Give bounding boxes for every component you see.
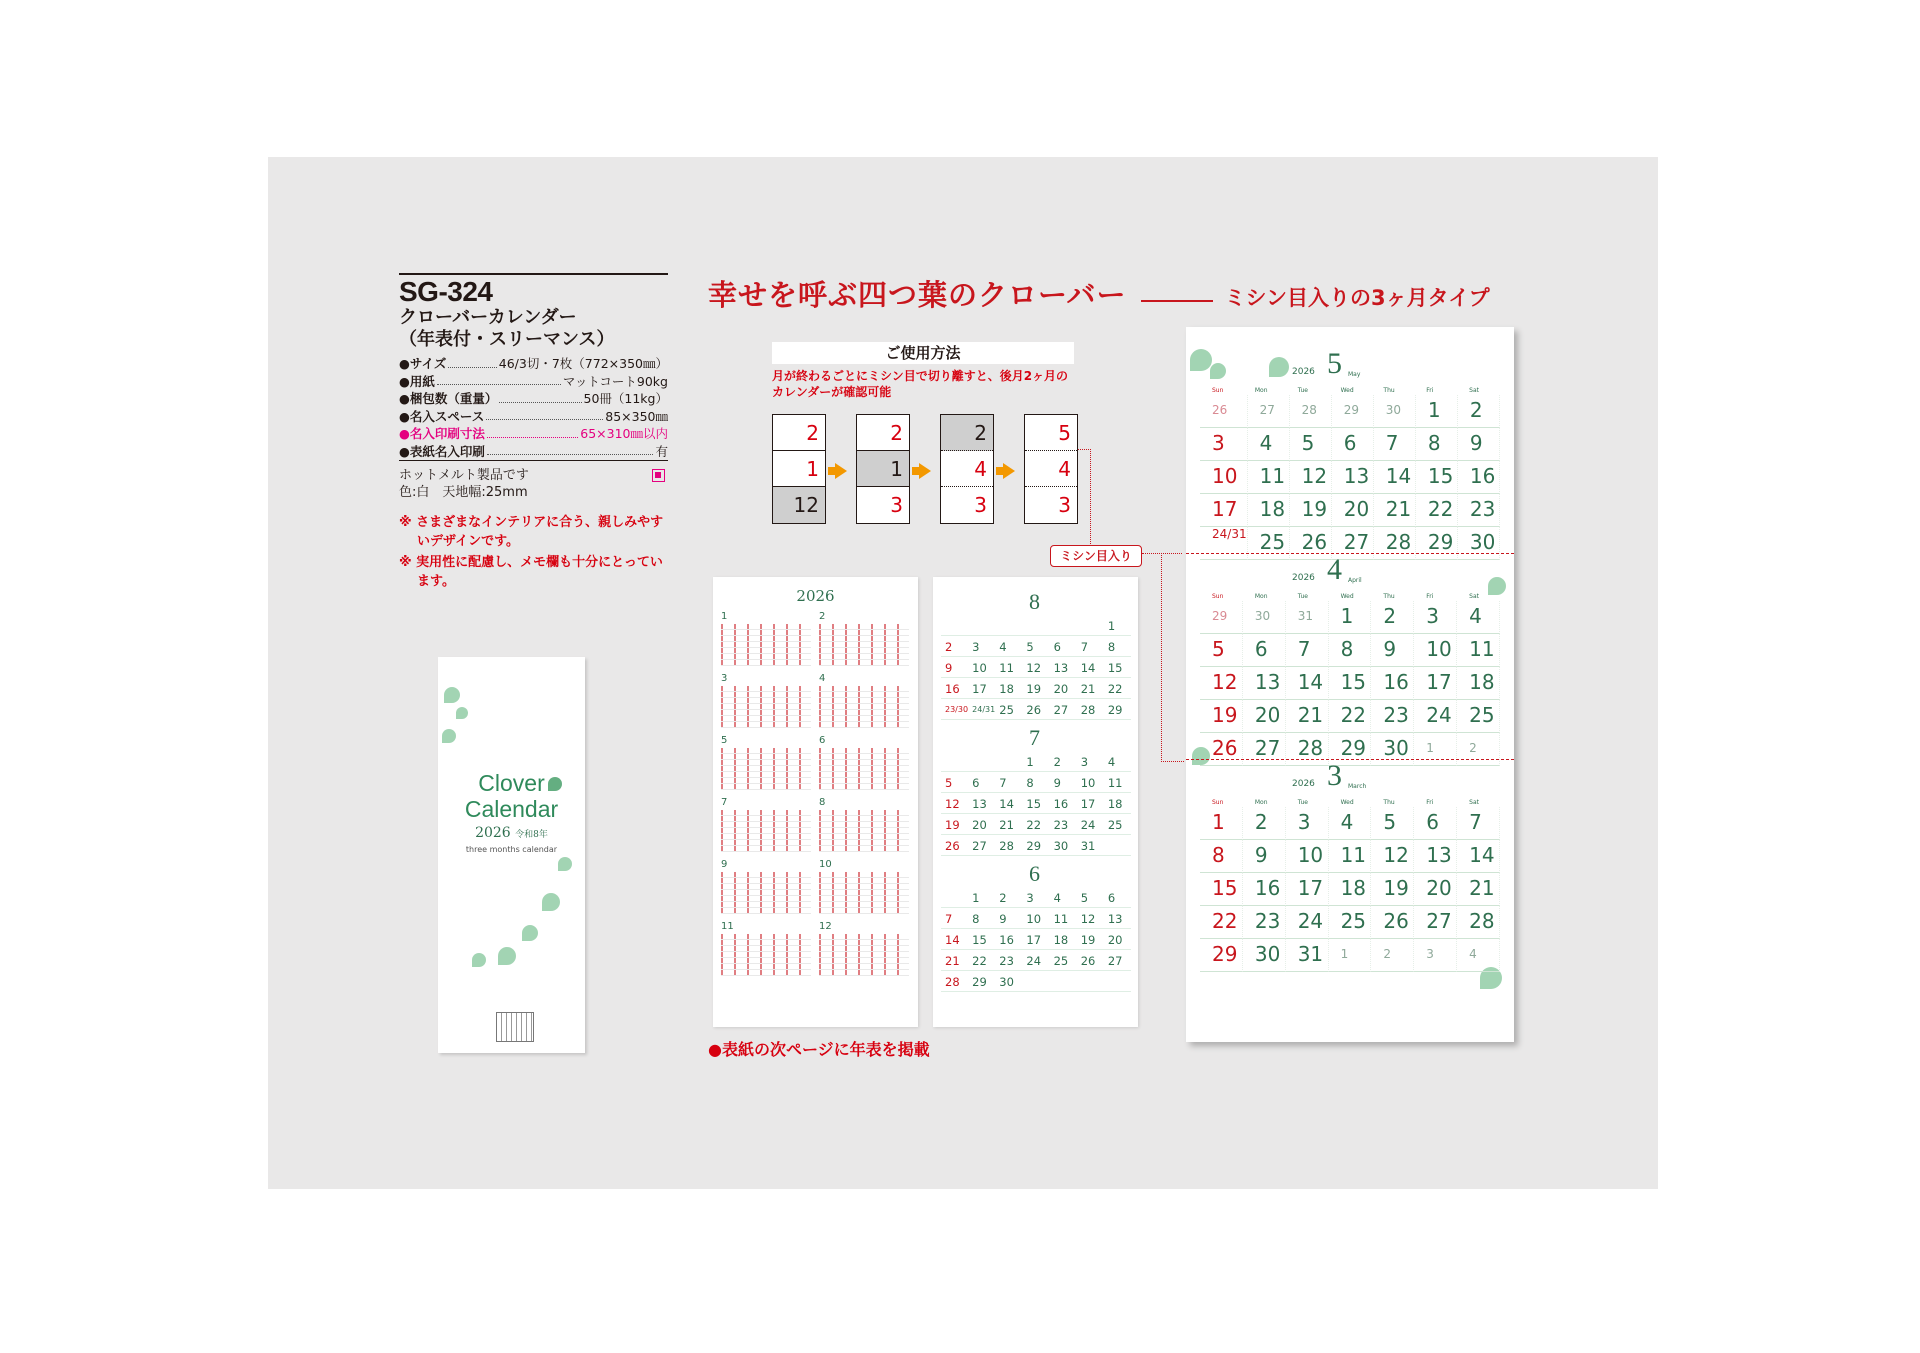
day-cell: 14 [1457,840,1500,873]
day-cell: 17 [1077,795,1104,814]
day-cell [1104,837,1131,856]
weekday-label: Fri [1426,387,1434,394]
spec-row: ●表紙名入印刷 有 [399,443,668,459]
day-cell: 3 [1414,601,1457,634]
day-cell: 17 [968,680,995,699]
day-cell: 6 [1414,807,1457,840]
day-cell: 27 [1050,701,1077,720]
day-cell: 31 [1286,601,1329,634]
day-cell: 11 [995,659,1022,678]
day-cell: 11 [1248,461,1290,494]
day-cell: 10 [1286,840,1329,873]
mini-month: 4 [819,673,909,728]
day-cell: 11 [1104,774,1131,793]
day-cell: 19 [1290,494,1332,527]
day-cell: 11 [1329,840,1372,873]
weekday-label: Sun [1212,799,1224,806]
day-cell: 12 [1022,659,1049,678]
hotmelt-badge-icon [652,469,665,482]
day-cell [941,889,968,908]
day-cell: 18 [1457,667,1500,700]
month-may: 2026 5 May Sun Mon Tue Wed Thu Fri Sat 26 27 28 29 30 1 2 3 4 5 6 7 8 9 10 11 12 13 14 15 16 17 18 19 20 21 22 23 24/31 25 26 27 28 29 30 [1186,349,1514,553]
day-cell: 2 [1371,939,1414,972]
day-cell: 8 [1104,638,1131,657]
weekday-label: Mon [1254,593,1268,600]
day-cell: 29 [968,973,995,992]
cover-mini-calendar [496,1012,534,1042]
day-cell: 16 [1458,461,1500,494]
day-cell: 11 [1457,634,1500,667]
day-cell: 6 [968,774,995,793]
weekday-label: Fri [1426,593,1434,600]
day-cell: 27 [1332,527,1374,560]
day-cell: 27 [1104,952,1131,971]
day-cell: 25 [1248,527,1290,560]
day-cell: 26 [1200,395,1248,428]
day-cell: 15 [1416,461,1458,494]
mini-month: 9 [721,859,811,914]
day-cell [1077,617,1104,636]
day-cell: 4 [995,638,1022,657]
day-cell: 20 [1243,700,1286,733]
day-cell: 24 [1077,816,1104,835]
day-cell: 21 [1286,700,1329,733]
weekday-label: Wed [1340,799,1354,806]
day-cell: 19 [941,816,968,835]
day-cell: 3 [1077,753,1104,772]
arrow-icon [919,463,931,479]
cover-year: 2026 令和8年 [475,825,548,841]
day-cell: 1 [1416,395,1458,428]
day-cell: 17 [1022,931,1049,950]
weekday-label: Tue [1297,593,1308,600]
day-cell: 16 [941,680,968,699]
weekday-label: Sun [1212,593,1224,600]
day-cell: 25 [1457,700,1500,733]
day-cell: 25 [995,701,1022,720]
day-cell [995,753,1022,772]
day-cell: 4 [1329,807,1372,840]
spec-row: ●用紙 マットコート90kg [399,373,668,389]
day-cell: 14 [1374,461,1416,494]
day-cell: 21 [1374,494,1416,527]
mini-month: 8 [819,797,909,852]
product-name-sub: （年表付・スリーマンス） [399,329,615,350]
day-cell: 18 [1248,494,1290,527]
day-cell: 25 [1104,816,1131,835]
day-cell: 21 [995,816,1022,835]
usage-box [772,342,1072,400]
day-cell: 22 [1329,700,1372,733]
perforation-line [1186,553,1514,554]
spec-list [399,355,668,461]
day-cell: 25 [1050,952,1077,971]
day-cell: 21 [1457,873,1500,906]
day-cell: 28 [1077,701,1104,720]
day-cell: 18 [995,680,1022,699]
day-cell: 9 [1458,428,1500,461]
day-cell: 28 [1374,527,1416,560]
day-cell [968,753,995,772]
day-cell: 24/31 [968,701,995,720]
day-cell [1050,973,1077,992]
weekday-label: Thu [1383,387,1395,394]
step-2: 2 1 3 [856,414,910,524]
day-cell: 17 [1414,667,1457,700]
weekday-label: Wed [1340,593,1354,600]
day-cell: 3 [1022,889,1049,908]
day-cell: 22 [1104,680,1131,699]
day-cell: 16 [1050,795,1077,814]
day-cell: 16 [1371,667,1414,700]
day-cell: 23 [1243,906,1286,939]
day-cell: 15 [1022,795,1049,814]
cover-page [438,657,585,1053]
day-cell: 3 [968,638,995,657]
day-cell: 24/31 [1200,527,1248,560]
day-cell: 8 [1329,634,1372,667]
day-cell: 24 [1286,906,1329,939]
day-cell: 13 [968,795,995,814]
day-cell: 1 [1329,601,1372,634]
day-cell: 8 [968,910,995,929]
day-cell: 1 [1329,939,1372,972]
mini-month: 5 [721,735,811,790]
day-cell: 30 [1243,939,1286,972]
day-cell: 19 [1022,680,1049,699]
day-cell [941,617,968,636]
clover-icon [542,893,560,911]
perforation-label: ミシン目入り [1050,545,1142,567]
day-cell: 14 [941,931,968,950]
weekday-label: Thu [1383,799,1395,806]
day-cell: 19 [1200,700,1243,733]
day-cell: 16 [995,931,1022,950]
day-cell: 12 [1200,667,1243,700]
three-month-calendar [1186,327,1514,1042]
spec-row-highlight: ●名入印刷寸法 65×310㎜以内 [399,426,668,441]
day-cell: 31 [1286,939,1329,972]
day-cell: 27 [1414,906,1457,939]
day-cell: 5 [1077,889,1104,908]
weekday-label: Sat [1469,593,1479,600]
day-cell: 7 [1374,428,1416,461]
day-cell: 29 [1332,395,1374,428]
step-3: 2 4 3 [940,414,994,524]
day-cell: 9 [941,659,968,678]
mini-month: 1 [721,611,811,666]
day-cell: 9 [1050,774,1077,793]
connector-line [1161,553,1184,762]
day-cell: 10 [1077,774,1104,793]
day-cell [941,753,968,772]
year-overview-page [713,577,918,1027]
month-march: 2026 3 March Sun Mon Tue Wed Thu Fri Sat 1 2 3 4 5 6 7 8 9 10 11 12 13 14 15 16 17 18 19 20 21 22 23 24 25 26 27 28 29 30 31 1 2 3 4 [1186,761,1514,965]
day-cell: 30 [1371,733,1414,766]
mini-month: 6 [819,735,909,790]
clover-icon [522,925,538,941]
day-cell [1022,617,1049,636]
day-cell [995,617,1022,636]
day-cell: 24 [1414,700,1457,733]
day-cell: 18 [1050,931,1077,950]
day-cell: 10 [1414,634,1457,667]
day-cell: 12 [1290,461,1332,494]
day-cell: 4 [1050,889,1077,908]
day-cell: 6 [1050,638,1077,657]
day-cell: 23 [995,952,1022,971]
day-cell: 26 [941,837,968,856]
weekday-label: Fri [1426,799,1434,806]
headline-main: 幸せを呼ぶ四つ葉のクローバー [708,278,1127,312]
day-cell: 18 [1104,795,1131,814]
spec-column [399,273,668,593]
clover-icon [558,857,572,871]
feature-item: ※ さまざまなインテリアに合う、親しみやすいデザインです。 [399,515,664,549]
day-cell: 2 [941,638,968,657]
day-cell: 17 [1286,873,1329,906]
day-cell: 23 [1458,494,1500,527]
clover-icon [498,947,516,965]
weekday-label: Sat [1469,799,1479,806]
day-cell: 12 [941,795,968,814]
day-cell: 16 [1243,873,1286,906]
headline [708,273,1490,314]
day-cell: 4 [1248,428,1290,461]
weekday-label: Sun [1212,387,1224,394]
day-cell: 23 [1050,816,1077,835]
day-cell: 30 [995,973,1022,992]
day-cell: 9 [1243,840,1286,873]
day-cell: 26 [1077,952,1104,971]
day-cell: 22 [1416,494,1458,527]
day-cell [1022,973,1049,992]
mini-month: 12 [819,921,909,976]
day-cell: 29 [1416,527,1458,560]
day-cell: 21 [941,952,968,971]
mini-month: 7 [721,797,811,852]
day-cell: 4 [1457,939,1500,972]
day-cell: 5 [1022,638,1049,657]
day-cell: 22 [1200,906,1243,939]
day-cell: 20 [1332,494,1374,527]
day-cell: 14 [1286,667,1329,700]
day-cell: 1 [1022,753,1049,772]
day-cell: 7 [1286,634,1329,667]
connector-line [1078,449,1091,546]
day-cell: 19 [1371,873,1414,906]
day-cell: 30 [1374,395,1416,428]
day-cell: 5 [1200,634,1243,667]
day-cell: 24 [1022,952,1049,971]
day-cell: 10 [1022,910,1049,929]
day-cell: 15 [1329,667,1372,700]
day-cell: 1 [968,889,995,908]
arrow-icon [1003,463,1015,479]
day-cell: 2 [1050,753,1077,772]
day-cell: 6 [1332,428,1374,461]
year-title: 2026 [796,587,835,605]
day-cell: 13 [1414,840,1457,873]
step-1: 2 1 12 [772,414,826,524]
day-cell: 20 [1050,680,1077,699]
weekday-label: Wed [1340,387,1354,394]
mini-month: 3 [721,673,811,728]
day-cell: 2 [1457,733,1500,766]
day-cell: 22 [968,952,995,971]
clover-icon [456,707,468,719]
day-cell: 28 [1290,395,1332,428]
day-cell: 10 [1200,461,1248,494]
day-cell: 29 [1329,733,1372,766]
day-cell: 19 [1077,931,1104,950]
day-cell: 5 [941,774,968,793]
hotmelt-note: ホットメルト製品です 色:白 天地幅:25mm [399,467,668,501]
mini-month: 11 [721,921,811,976]
day-cell: 2 [1243,807,1286,840]
spec-row: ●梱包数（重量） 50冊（11kg） [399,391,668,406]
weekday-label: Mon [1254,387,1268,394]
day-cell: 11 [1050,910,1077,929]
day-cell: 20 [1104,931,1131,950]
day-cell: 26 [1022,701,1049,720]
clover-icon [442,729,456,743]
day-cell: 29 [1022,837,1049,856]
arrow-icon [835,463,847,479]
usage-title: ご使用方法 [772,342,1074,364]
day-cell: 13 [1243,667,1286,700]
day-cell: 7 [995,774,1022,793]
day-cell: 8 [1022,774,1049,793]
day-cell: 26 [1290,527,1332,560]
day-cell: 23/30 [941,701,968,720]
day-cell: 12 [1371,840,1414,873]
day-cell: 21 [1077,680,1104,699]
day-cell: 7 [1077,638,1104,657]
day-cell: 1 [1200,807,1243,840]
day-cell: 14 [995,795,1022,814]
day-cell [1104,973,1131,992]
day-cell: 4 [1457,601,1500,634]
headline-sub: ミシン目入りの3ヶ月タイプ [1224,286,1490,310]
day-cell: 3 [1286,807,1329,840]
day-cell: 5 [1371,807,1414,840]
day-cell: 30 [1458,527,1500,560]
day-cell: 20 [968,816,995,835]
day-cell: 15 [1104,659,1131,678]
day-cell: 23 [1371,700,1414,733]
day-cell [968,617,995,636]
weekday-label: Thu [1383,593,1395,600]
day-cell: 4 [1104,753,1131,772]
feature-item: ※ 実用性に配慮し、メモ欄も十分にとっています。 [399,555,663,589]
day-cell: 13 [1050,659,1077,678]
day-cell: 7 [941,910,968,929]
day-cell: 2 [1371,601,1414,634]
day-cell: 9 [995,910,1022,929]
day-cell: 3 [1200,428,1248,461]
weekday-label: Sat [1469,387,1479,394]
perforation-line [1186,759,1514,760]
day-cell: 15 [1200,873,1243,906]
day-cell: 28 [1457,906,1500,939]
day-cell: 20 [1414,873,1457,906]
day-cell: 13 [1332,461,1374,494]
day-cell: 1 [1104,617,1131,636]
day-cell: 28 [1286,733,1329,766]
day-cell: 2 [1458,395,1500,428]
weekday-label: Tue [1297,387,1308,394]
clover-icon [444,687,460,703]
clover-icon [472,953,486,967]
day-cell: 3 [1414,939,1457,972]
day-cell: 12 [1077,910,1104,929]
day-cell: 5 [1290,428,1332,461]
day-cell [1050,617,1077,636]
day-cell: 29 [1200,939,1243,972]
product-panel [268,157,1658,1189]
year-table-notice: ●表紙の次ページに年表を掲載 [708,1040,930,1059]
day-cell: 26 [1371,906,1414,939]
day-cell: 28 [995,837,1022,856]
usage-text: 月が終わるごとにミシン目で切り離すと、後月2ヶ月のカレンダーが確認可能 [772,369,1069,399]
day-cell: 10 [968,659,995,678]
spec-row: ●名入スペース 85×350㎜ [399,408,668,424]
weekday-label: Tue [1297,799,1308,806]
day-cell: 30 [1050,837,1077,856]
mini-month: 10 [819,859,909,914]
day-cell: 14 [1077,659,1104,678]
day-cell: 18 [1329,873,1372,906]
spec-row: ●サイズ 46/3切・7枚（772×350㎜） [399,356,668,371]
day-cell: 2 [995,889,1022,908]
day-cell: 13 [1104,910,1131,929]
day-cell: 26 [1200,733,1243,766]
day-cell: 8 [1200,840,1243,873]
day-cell: 29 [1200,601,1243,634]
product-code: SG-324 [399,273,668,307]
step-4: 5 4 3 [1024,414,1078,524]
day-cell: 6 [1243,634,1286,667]
day-cell: 8 [1416,428,1458,461]
day-cell: 28 [941,973,968,992]
weekday-label: Mon [1254,799,1268,806]
day-cell: 25 [1329,906,1372,939]
day-cell: 1 [1414,733,1457,766]
mini-month: 2 [819,611,909,666]
day-cell: 15 [968,931,995,950]
day-cell: 9 [1371,634,1414,667]
product-name: クローバーカレンダー [399,307,577,328]
day-cell: 22 [1022,816,1049,835]
day-cell: 30 [1243,601,1286,634]
day-cell: 7 [1457,807,1500,840]
three-month-page: 8 1 2 3 4 5 6 7 8 9 10 11 12 13 14 15 16 17 18 19 20 21 22 23/30 24/31 25 26 27 28 29 7 1 2 3 4 5 6 7 8 9 10 11 12 13 14 15 16 17 18 19 20 21 22 23 24 25 26 27 28 29 30 31 6 1 2 3 4 5 6 7 8 9 10 11 12 13 14 15 16 17 18 19 20 21 22 23 24 25 26 27 28 29 30 [933,577,1138,1027]
day-cell: 6 [1104,889,1131,908]
cover-title: Clover Calendar [464,770,559,822]
day-cell: 27 [1243,733,1286,766]
cover-subtitle: three months calendar [465,845,558,854]
feature-list [399,513,668,591]
month-april: 2026 4 April Sun Mon Tue Wed Thu Fri Sat 29 30 31 1 2 3 4 5 6 7 8 9 10 11 12 13 14 15 16 17 18 19 20 21 22 23 24 25 26 27 28 29 30 1 2 [1186,555,1514,759]
day-cell: 27 [1248,395,1290,428]
day-cell: 17 [1200,494,1248,527]
day-cell: 29 [1104,701,1131,720]
day-cell: 31 [1077,837,1104,856]
day-cell: 27 [968,837,995,856]
day-cell [1077,973,1104,992]
